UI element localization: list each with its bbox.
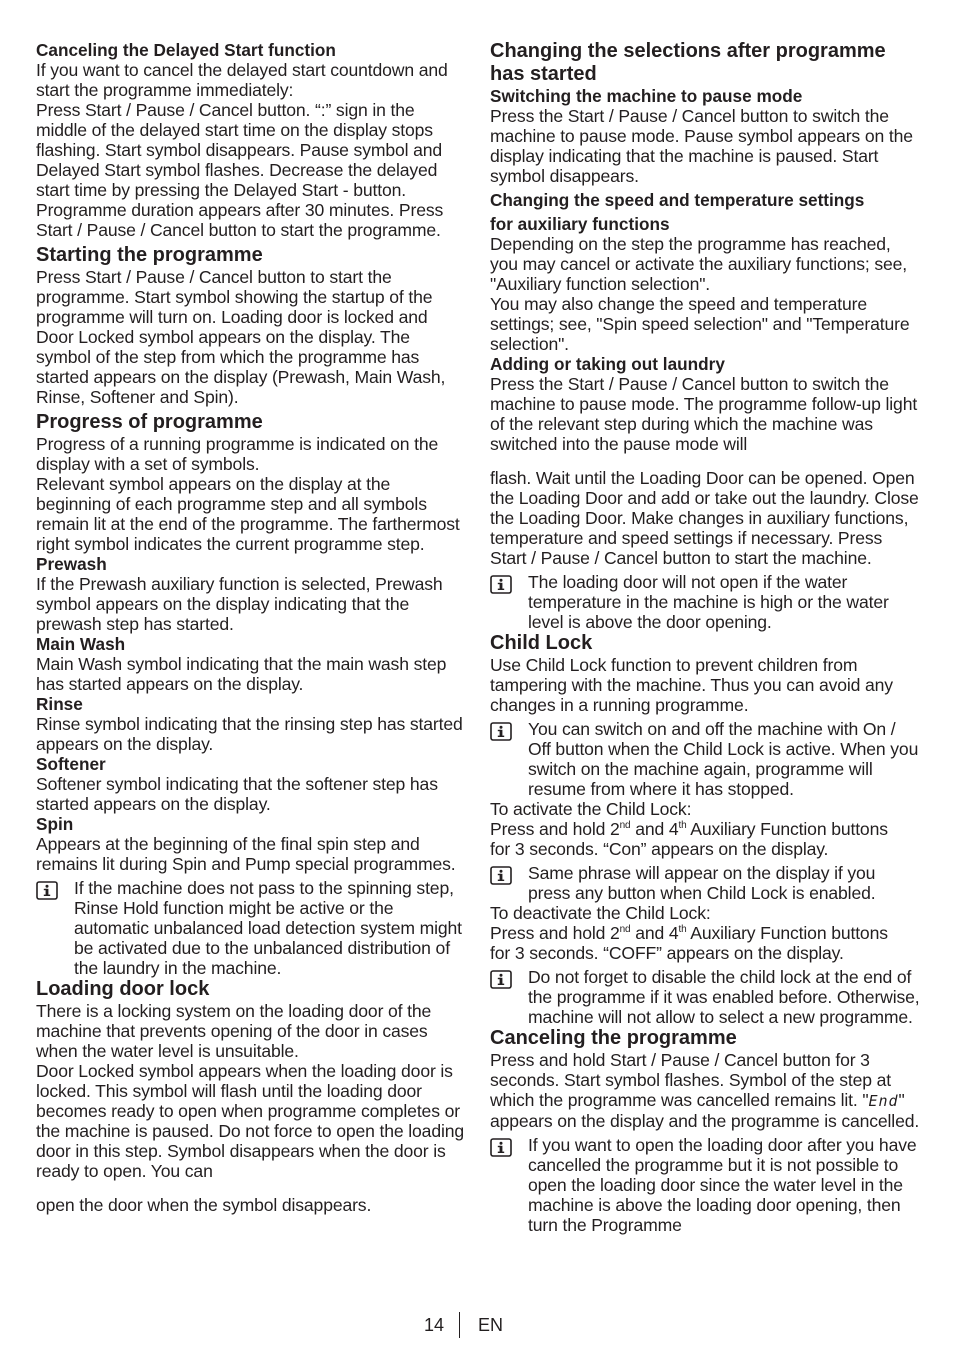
prewash-paragraph: If the Prewash auxiliary function is selected, Prewash symbol appears on the display indicating that the prewash step has started. xyxy=(36,574,443,634)
softener-paragraph: Softener symbol indicating that the softener step has started appears on the display. xyxy=(36,774,438,814)
spin-heading: Spin xyxy=(36,814,74,834)
spin-paragraph: Appears at the beginning of the final spin step and remains lit during Spin and Pump special programmes. xyxy=(36,834,456,874)
child-lock-note-2 xyxy=(490,863,922,903)
end-display-symbol: End xyxy=(868,1092,899,1110)
progress-paragraph-2: Relevant symbol appears on the display at the beginning of each programme step and all symbols remain lit at the end of the programme. The farthermost right symbol indicates the current programme step. xyxy=(36,474,460,554)
spin-note-text: If the machine does not pass to the spinning step, Rinse Hold function might be active or the automatic unbalanced load detection system might be activated due to the unbalanced distribution of the laundry in the machine. xyxy=(74,878,462,978)
starting-heading: Starting the programme xyxy=(36,244,263,266)
lock-paragraph-1: There is a locking system on the loading door of the machine that prevents opening of the door in cases when the water level is unsuitable. xyxy=(36,1001,432,1061)
changing-heading: Changing the selections after programme has started xyxy=(490,40,886,85)
deactivate-hold-line: Press and hold 2nd and 4th Auxiliary Function buttons xyxy=(490,923,888,943)
lock-paragraph-2: Door Locked symbol appears when the loading door is locked. This symbol will flash until the loading door becomes ready to open when programme completes or the machine is paused. Do not force to open the loading door in this step. Symbol disappears when the door is ready to open. You can xyxy=(36,1061,464,1181)
softener-heading: Softener xyxy=(36,754,106,774)
right-column xyxy=(490,40,922,1235)
pause-paragraph: Press the Start / Pause / Cancel button to switch the machine to pause mode. Pause symbol appears on the display indicating that the machine is paused. Start symbol disappears. xyxy=(490,106,913,186)
progress-heading: Progress of programme xyxy=(36,411,263,433)
info-icon xyxy=(490,970,512,989)
laundry-heading: Adding or taking out laundry xyxy=(490,354,725,374)
spin-note xyxy=(36,878,468,978)
language-code: EN xyxy=(478,1315,504,1335)
starting-paragraph: Press Start / Pause / Cancel button to start the programme. Start symbol showing the startup of the programme will turn on. Loading door is locked and Door Locked symbol appears on the display. The symbol of the step from which the programme has started appears on the display (Prewash, Main Wash, Rinse, Softener and Spin). xyxy=(36,267,446,407)
mainwash-heading: Main Wash xyxy=(36,634,126,654)
child-lock-note-1-text: You can switch on and off the machine with On / Off button when the Child Lock is active. When you switch on the machine again, programme will resume from where it has stopped. xyxy=(528,719,919,799)
left-column xyxy=(36,40,468,1215)
laundry-note xyxy=(490,572,922,632)
child-lock-heading: Child Lock xyxy=(490,632,593,654)
child-lock-note-1 xyxy=(490,719,922,799)
lock-paragraph-3: open the door when the symbol disappears. xyxy=(36,1195,372,1215)
activate-label: To activate the Child Lock: xyxy=(490,799,692,819)
info-icon xyxy=(490,1138,512,1157)
deactivate-end: for 3 seconds. “COFF” appears on the display. xyxy=(490,943,844,963)
activate-end: for 3 seconds. “Con” appears on the display. xyxy=(490,839,829,859)
info-icon xyxy=(490,722,512,741)
delayed-paragraph-1: If you want to cancel the delayed start countdown and start the programme immediately: xyxy=(36,60,448,100)
deactivate-label: To deactivate the Child Lock: xyxy=(490,903,711,923)
speed-paragraph-2: You may also change the speed and temperature settings; see, "Spin speed selection" and "Temperature selection". xyxy=(490,294,910,354)
footer-divider xyxy=(459,1312,460,1338)
speed-heading-line-1: Changing the speed and temperature settings xyxy=(490,190,865,210)
laundry-paragraph-1: Press the Start / Pause / Cancel button to switch the machine to pause mode. The programme follow-up light of the relevant step during which the machine was switched into the pause mode will xyxy=(490,374,918,454)
cancel-paragraph: Press and hold Start / Pause / Cancel button for 3 seconds. Start symbol flashes. Symbol of the step at which the programme was cancelled remains lit. "End" appears on the display and the programme is cancelled. xyxy=(490,1050,920,1131)
pause-heading: Switching the machine to pause mode xyxy=(490,86,803,106)
prewash-heading: Prewash xyxy=(36,554,107,574)
mainwash-paragraph: Main Wash symbol indicating that the main wash step has started appears on the display. xyxy=(36,654,447,694)
cancel-note xyxy=(490,1135,922,1235)
speed-heading-line-2: for auxiliary functions xyxy=(490,214,670,234)
speed-paragraph-1: Depending on the step the programme has reached, you may cancel or activate the auxiliary functions; see, "Auxiliary function selection". xyxy=(490,234,907,294)
laundry-paragraph-2: flash. Wait until the Loading Door can be opened. Open the Loading Door and add or take out the laundry. Close the Loading Door. Make changes in auxiliary functions, temperature and speed settings if necessary. Press Start / Pause / Cancel button to start the machine. xyxy=(490,468,919,568)
progress-paragraph-1: Progress of a running programme is indicated on the display with a set of symbols. xyxy=(36,434,439,474)
rinse-heading: Rinse xyxy=(36,694,83,714)
child-lock-paragraph: Use Child Lock function to prevent children from tampering with the machine. Thus you can avoid any changes in a running programme. xyxy=(490,655,893,715)
info-icon xyxy=(490,866,512,885)
lock-heading: Loading door lock xyxy=(36,978,210,1000)
page-number: 14 xyxy=(424,1315,445,1335)
delayed-heading: Canceling the Delayed Start function xyxy=(36,40,336,60)
laundry-note-text: The loading door will not open if the water temperature in the machine is high or the water level is above the door opening. xyxy=(528,572,889,632)
page-footer xyxy=(0,1312,954,1340)
info-icon xyxy=(490,575,512,594)
child-lock-note-2-text: Same phrase will appear on the display if you press any button when Child Lock is enabled. xyxy=(528,863,876,903)
delayed-paragraph-2: Press Start / Pause / Cancel button. “:” sign in the middle of the delayed start time on the display stops flashing. Start symbol disappears. Pause symbol and Delayed Start symbol flashes. Decrease the delayed start time by pressing the Delayed Start - button. Programme duration appears after 30 minutes. Press Start / Pause / Cancel button to start the programme. xyxy=(36,100,444,240)
cancel-note-text: If you want to open the loading door after you have cancelled the programme but it is not possible to open the loading door since the water level in the machine is above the loading door opening, then turn the Programme xyxy=(528,1135,917,1235)
child-lock-note-3-text: Do not forget to disable the child lock at the end of the programme if it was enabled before. Otherwise, machine will not allow to select a new programme. xyxy=(528,967,920,1027)
info-icon xyxy=(36,881,58,900)
cancel-heading: Canceling the programme xyxy=(490,1027,737,1049)
activate-hold-line: Press and hold 2nd and 4th Auxiliary Function buttons xyxy=(490,819,888,839)
rinse-paragraph: Rinse symbol indicating that the rinsing step has started appears on the display. xyxy=(36,714,463,754)
child-lock-note-3 xyxy=(490,967,922,1027)
